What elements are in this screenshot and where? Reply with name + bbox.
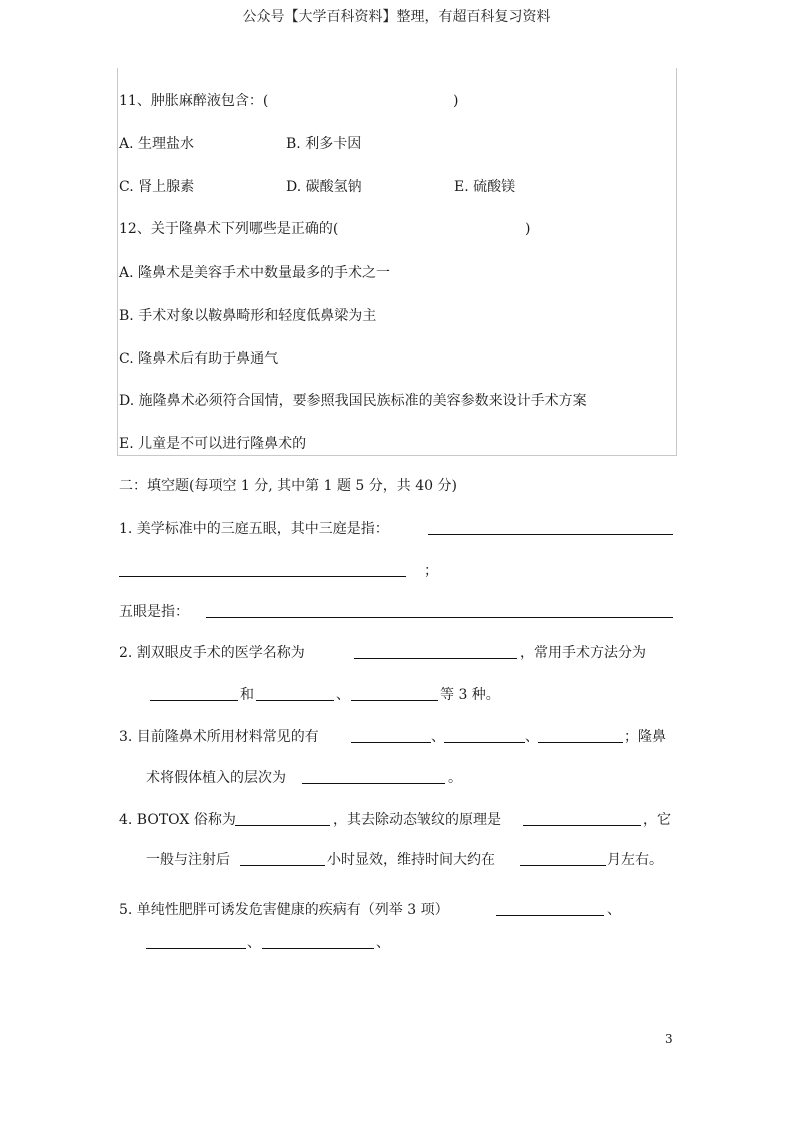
fill1-blank-3[interactable] bbox=[206, 603, 673, 618]
fill4-line1a: 4. BOTOX 俗称为 bbox=[119, 812, 236, 828]
section-2-title: 二：填空题(每项空 1 分, 其中第 1 题 5 分，共 40 分) bbox=[119, 478, 457, 494]
q11-option-d: D. 碳酸氢钠 bbox=[286, 179, 362, 195]
fill4-line1b: ，其去除动态皱纹的原理是 bbox=[333, 812, 501, 828]
fill3-blank-2[interactable] bbox=[444, 728, 525, 743]
fill5-blank-1[interactable] bbox=[496, 901, 604, 916]
fill2-line2c: 等 3 种。 bbox=[440, 687, 500, 703]
fill4-line2c: 月左右。 bbox=[607, 852, 663, 868]
fill3-sep-2: 、 bbox=[525, 729, 539, 745]
fill4-blank-2[interactable] bbox=[523, 811, 641, 826]
q12-option-d: D. 施隆鼻术必须符合国情，要参照我国民族标准的美容参数来设计手术方案 bbox=[119, 393, 587, 409]
fill3-blank-3[interactable] bbox=[538, 728, 623, 743]
fill4-line1c: ，它 bbox=[643, 812, 671, 828]
fill3-blank-4[interactable] bbox=[302, 769, 445, 784]
q11-close-paren: ) bbox=[453, 93, 459, 109]
fill3-line1a: 3. 目前隆鼻术所用材料常见的有 bbox=[119, 729, 319, 745]
fill5-blank-2[interactable] bbox=[146, 934, 246, 949]
fill3-sep-1: 、 bbox=[431, 729, 445, 745]
fill1-line1: 1. 美学标准中的三庭五眼，其中三庭是指： bbox=[119, 521, 389, 537]
page-number: 3 bbox=[665, 1032, 673, 1046]
fill4-line2b: 小时显效，维持时间大约在 bbox=[327, 852, 495, 868]
fill3-line2b: 。 bbox=[448, 770, 462, 786]
page-header: 公众号【大学百科资料】整理，有超百科复习资料 bbox=[242, 9, 551, 25]
fill2-blank-4[interactable] bbox=[351, 686, 438, 701]
fill1-blank-2[interactable] bbox=[119, 562, 406, 577]
fill5-line1b: 、 bbox=[607, 902, 621, 918]
fill5-line2b: 、 bbox=[376, 935, 390, 951]
q12-option-c: C. 隆鼻术后有助于鼻通气 bbox=[119, 351, 279, 367]
fill1-line3: 五眼是指： bbox=[119, 604, 189, 620]
fill5-blank-3[interactable] bbox=[262, 934, 374, 949]
fill2-line1b: ，常用手术方法分为 bbox=[520, 645, 646, 661]
q12-option-a: A. 隆鼻术是美容手术中数量最多的手术之一 bbox=[119, 265, 391, 281]
fill1-line2-end: ； bbox=[424, 563, 438, 579]
q11-stem: 11、肿胀麻醉液包含：( bbox=[119, 93, 269, 109]
fill4-blank-1[interactable] bbox=[235, 811, 330, 826]
q12-option-b: B. 手术对象以鞍鼻畸形和轻度低鼻梁为主 bbox=[119, 308, 377, 324]
fill2-line2b: 、 bbox=[336, 687, 350, 703]
fill3-line2a: 术将假体植入的层次为 bbox=[146, 770, 286, 786]
q11-option-c: C. 肾上腺素 bbox=[119, 179, 195, 195]
fill3-blank-1[interactable] bbox=[351, 728, 431, 743]
fill2-line2a: 和 bbox=[240, 687, 254, 703]
fill3-line1b: ；隆鼻 bbox=[624, 729, 666, 745]
q12-option-e: E. 儿童是不可以进行隆鼻术的 bbox=[119, 436, 307, 452]
fill2-blank-1[interactable] bbox=[354, 644, 517, 659]
fill2-line1a: 2. 割双眼皮手术的医学名称为 bbox=[119, 645, 305, 661]
fill5-line2a: 、 bbox=[247, 935, 261, 951]
q11-option-e: E. 硫酸镁 bbox=[454, 179, 516, 195]
q12-close-paren: ) bbox=[525, 221, 531, 237]
fill2-blank-2[interactable] bbox=[150, 686, 238, 701]
q11-option-b: B. 利多卡因 bbox=[286, 136, 362, 152]
q12-stem: 12、关于隆鼻术下列哪些是正确的( bbox=[119, 221, 339, 237]
fill4-blank-4[interactable] bbox=[520, 851, 606, 866]
fill5-line1a: 5. 单纯性肥胖可诱发危害健康的疾病有（列举 3 项） bbox=[119, 902, 449, 918]
fill4-line2a: 一般与注射后 bbox=[146, 852, 230, 868]
fill4-blank-3[interactable] bbox=[240, 851, 325, 866]
q11-option-a: A. 生理盐水 bbox=[119, 136, 195, 152]
fill2-blank-3[interactable] bbox=[256, 686, 334, 701]
fill1-blank-1[interactable] bbox=[428, 520, 673, 535]
